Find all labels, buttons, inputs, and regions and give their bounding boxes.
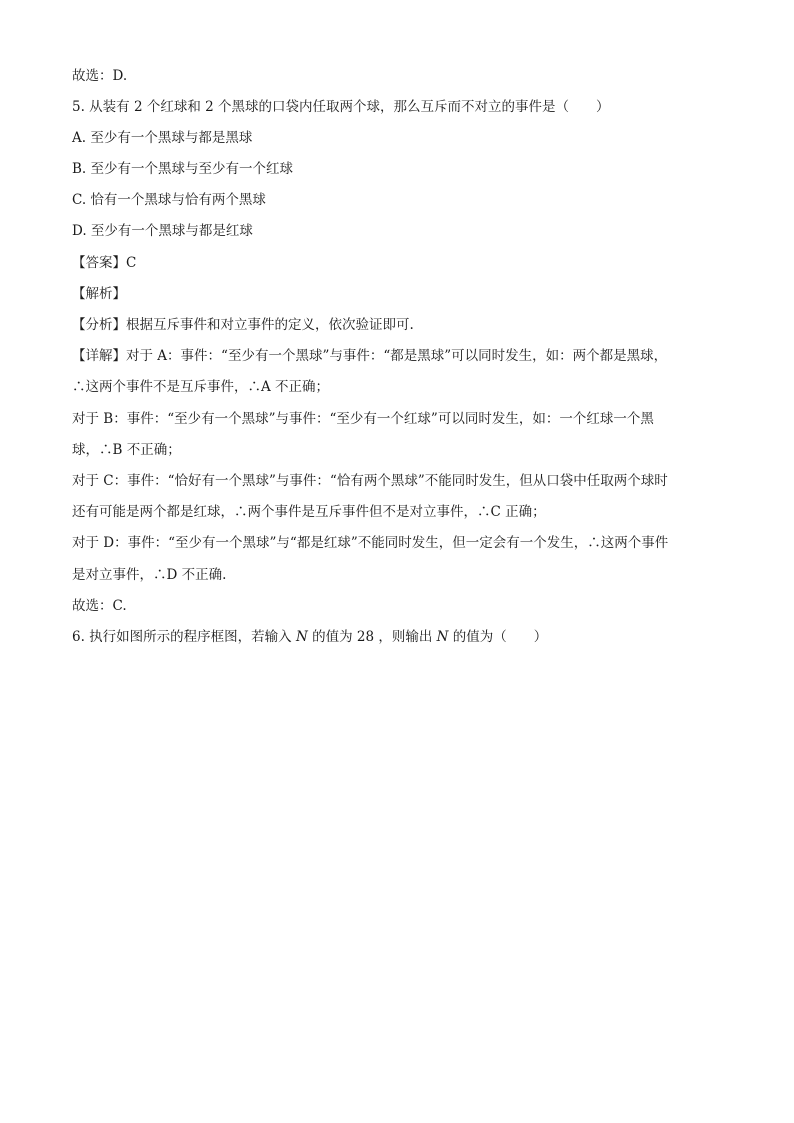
option-b: B. 至少有一个黑球与至少有一个红球 — [72, 161, 294, 177]
detail-line-7: 对于 D：事件：“至少有一个黑球”与“都是红球”不能同时发生，但一定会有一个发生，∴这两个事件 — [72, 535, 669, 551]
option-d: D. 至少有一个黑球与都是红球 — [72, 223, 253, 239]
detail-line-1: 【详解】对于 A：事件：“至少有一个黑球”与事件：“都是黑球”可以同时发生，如：两个都是黑球， — [72, 348, 668, 364]
question-6-stem — [72, 627, 547, 647]
q6-var-n-input: N — [295, 629, 308, 645]
answer-label: 【答案】C — [72, 255, 137, 271]
detail-line-6: 还有可能是两个都是红球，∴两个事件是互斥事件但不是对立事件，∴C 正确； — [72, 504, 546, 520]
text-line-1: 故选：D. — [72, 68, 128, 84]
detail-line-8: 是对立事件，∴D 不正确. — [72, 567, 227, 583]
detail-line-5: 对于 C：事件：“恰好有一个黑球”与事件：“恰有两个黑球”不能同时发生，但从口袋中任取两个球时 — [72, 473, 668, 489]
detail-line-2: ∴这两个事件不是互斥事件，∴A 不正确； — [72, 379, 330, 395]
q6-middle: 的值为 28 ，则输出 — [307, 629, 437, 645]
q6-prefix: 6. 执行如图所示的程序框图，若输入 — [72, 629, 296, 645]
option-c: C. 恰有一个黑球与恰有两个黑球 — [72, 192, 266, 208]
option-a: A. 至少有一个黑球与都是黑球 — [72, 130, 253, 146]
detail-line-4: 球，∴B 不正确； — [72, 442, 181, 458]
analysis-summary: 【分析】根据互斥事件和对立事件的定义，依次验证即可. — [72, 317, 414, 333]
text-line-final: 故选：C. — [72, 598, 127, 614]
question-5-stem: 5. 从装有 2 个红球和 2 个黑球的口袋内任取两个球，那么互斥而不对立的事件是（ ） — [72, 99, 610, 115]
analysis-label: 【解析】 — [72, 286, 126, 302]
detail-line-3: 对于 B：事件：“至少有一个黑球”与事件：“至少有一个红球”可以同时发生，如：一个红球一个黑 — [72, 411, 654, 427]
q6-suffix: 的值为（ ） — [448, 629, 548, 645]
q6-var-n-output: N — [436, 629, 449, 645]
